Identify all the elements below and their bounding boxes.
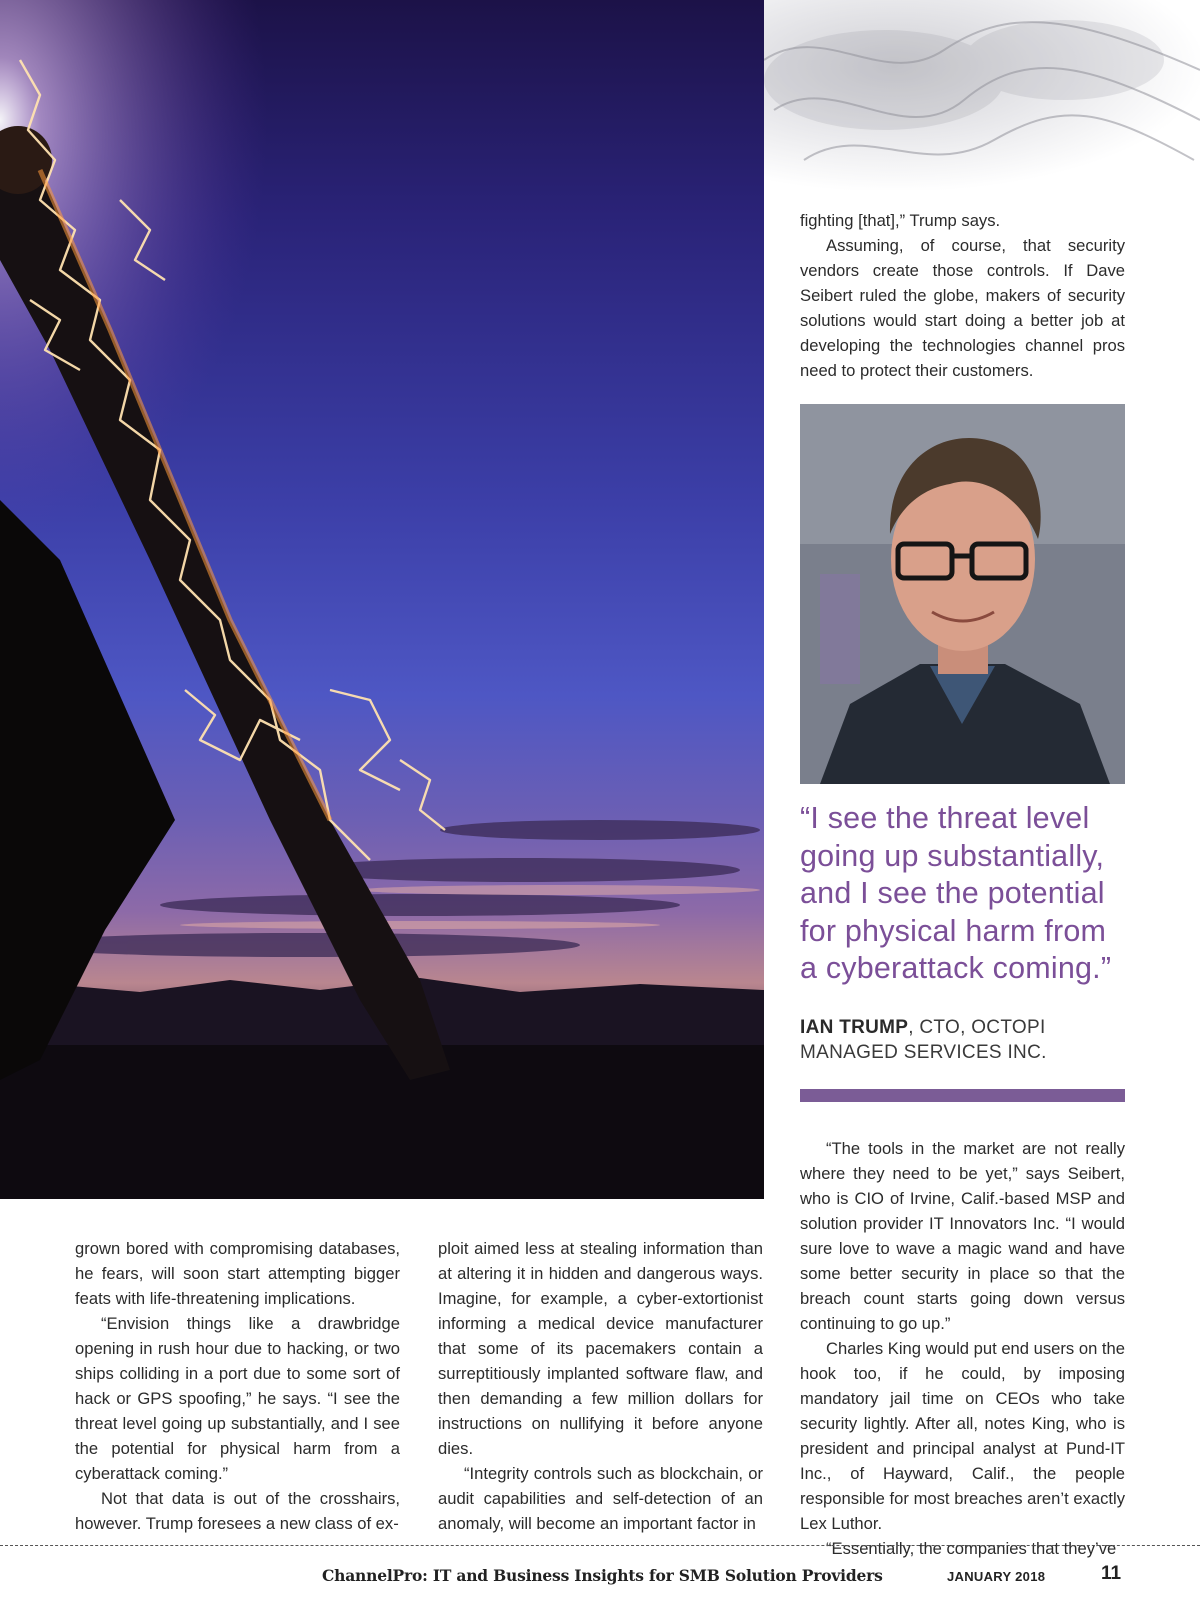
paragraph: grown bored with compromising databases, he fears, will soon start attempting bigger feats with life-threatening implications. xyxy=(75,1239,400,1308)
attribution-title: , CTO, OCTOPI xyxy=(908,1017,1046,1038)
issue-date: JANUARY 2018 xyxy=(947,1569,1046,1584)
paragraph: Not that data is out of the crosshairs, however. Trump foresees a new class of ex- xyxy=(75,1489,400,1533)
body-column-2 xyxy=(438,1236,763,1536)
pull-quote-line: and I see the potential xyxy=(800,876,1105,910)
body-column-1 xyxy=(75,1236,400,1536)
gray-smoke-decoration xyxy=(764,0,1200,190)
pull-quote-line: a cyberattack coming.” xyxy=(800,951,1112,985)
paragraph: “The tools in the market are not really where they need to be yet,” says Seibert, who is CIO of Irvine, Calif.-based MSP and solution provider IT Innovators Inc. “I would sure love to wave a magic wand and have some better security in place so that the breach count starts going down versus continuing to go up.” xyxy=(800,1139,1125,1333)
smoke-decoration xyxy=(764,0,1200,190)
ian-trump-portrait xyxy=(800,404,1125,784)
paragraph: fighting [that],” Trump says. xyxy=(800,211,1001,230)
purple-rule xyxy=(800,1089,1125,1102)
paragraph: “Envision things like a drawbridge opening in rush hour due to hacking, or two ships colliding in a port due to some sort of hack or GPS spoofing,” he says. “I see the threat level going up substantially, and I see the potential for physical harm from a cyberattack coming.” xyxy=(75,1314,400,1483)
attribution-name: IAN TRUMP xyxy=(800,1017,909,1038)
body-column-3 xyxy=(800,1136,1125,1561)
pull-quote-line: for physical harm from xyxy=(800,913,1107,948)
pull-quote-line: “I see the threat level xyxy=(800,801,1090,835)
paragraph: Charles King would put end users on the hook too, if he could, by imposing mandatory jail time on CEOs who take security lightly. After all, notes King, who is president and principal analyst at Pund-IT Inc., of Hayward, Calif., the people responsible for most breaches aren’t exactly Lex Luthor. xyxy=(800,1339,1125,1533)
page-number: 11 xyxy=(1101,1563,1122,1584)
paragraph: “Essentially, the companies that they’ve xyxy=(826,1539,1117,1558)
sword-lightning-sunset-illustration xyxy=(0,0,764,1199)
pull-quote-line: going up substantially, xyxy=(800,838,1105,873)
pull-quote xyxy=(800,800,1140,988)
quote-attribution xyxy=(800,1015,1130,1065)
paragraph: “Integrity controls such as blockchain, or audit capabilities and self-detection of an anomaly, will become an important factor in xyxy=(438,1464,763,1533)
footer-divider xyxy=(0,1545,1200,1546)
paragraph: ploit aimed less at stealing information than at altering it in hidden and dangerous ways. Imagine, for example, a cyber-extortionist informing a medical device manufacturer that some of its pacemakers contain a surreptitiously implanted software flaw, and then demanding a few million dollars for instructions on nullifying it before anyone dies. xyxy=(438,1239,763,1458)
hero-illustration xyxy=(0,0,764,1199)
right-column-top-text xyxy=(800,208,1125,383)
attribution-company: MANAGED SERVICES INC. xyxy=(800,1042,1047,1063)
paragraph: Assuming, of course, that security vendors create those controls. If Dave Seibert ruled the globe, makers of security solutions would start doing a better job at developing the technologies channel pros need to protect their customers. xyxy=(800,236,1125,380)
portrait-photo xyxy=(800,404,1125,784)
publication-title: ChannelPro: IT and Business Insights for SMB Solution Providers xyxy=(322,1566,883,1585)
